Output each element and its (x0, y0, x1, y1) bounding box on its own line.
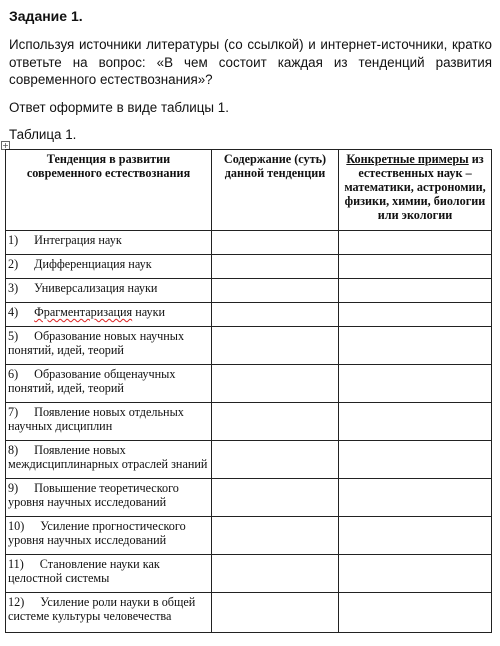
row-number: 11) (8, 557, 24, 571)
table-row (6, 593, 492, 633)
table-row (6, 403, 492, 441)
content-cell[interactable] (212, 403, 339, 441)
trend-text: Дифференциация наук (34, 257, 152, 271)
examples-cell[interactable] (339, 231, 492, 255)
header-examples (339, 150, 492, 231)
content-cell[interactable] (212, 231, 339, 255)
row-number: 10) (8, 519, 25, 533)
table-caption: Таблица 1. (9, 127, 77, 142)
header-trend: Тенденция в развитии современного естествознания (6, 150, 212, 231)
trend-cell (6, 303, 212, 327)
content-cell[interactable] (212, 517, 339, 555)
trend-text: Появление новых отдельных научных дисциплин (8, 405, 184, 433)
examples-cell[interactable] (339, 593, 492, 633)
row-number: 3) (8, 281, 19, 295)
table-row (6, 441, 492, 479)
header-examples-underlined: Конкретные примеры (346, 152, 469, 166)
trend-cell (6, 517, 212, 555)
table-row (6, 517, 492, 555)
header-content: Содержание (суть) данной тенденции (212, 150, 339, 231)
row-number: 6) (8, 367, 19, 381)
table-row (6, 555, 492, 593)
examples-cell[interactable] (339, 555, 492, 593)
row-number: 5) (8, 329, 19, 343)
examples-cell[interactable] (339, 517, 492, 555)
trend-cell (6, 479, 212, 517)
trend-text: Универсализация науки (34, 281, 158, 295)
content-cell[interactable] (212, 303, 339, 327)
answer-format-note: Ответ оформите в виде таблицы 1. (9, 100, 229, 115)
table-header-row (6, 150, 492, 231)
trend-cell (6, 255, 212, 279)
examples-cell[interactable] (339, 255, 492, 279)
content-cell[interactable] (212, 279, 339, 303)
trend-cell (6, 365, 212, 403)
row-number: 9) (8, 481, 19, 495)
trend-cell (6, 231, 212, 255)
row-number: 8) (8, 443, 19, 457)
table-move-handle-icon[interactable]: + (2, 141, 9, 150)
trend-cell (6, 279, 212, 303)
trend-cell (6, 593, 212, 633)
examples-cell[interactable] (339, 327, 492, 365)
trend-text: Интеграция наук (34, 233, 122, 247)
trend-text: Усиление роли науки в общей системе культуры человечества (8, 595, 196, 623)
table-row (6, 255, 492, 279)
trend-text-spellcheck: Фрагментаризация (34, 305, 133, 319)
trends-table (5, 149, 492, 633)
content-cell[interactable] (212, 255, 339, 279)
content-cell[interactable] (212, 479, 339, 517)
trend-cell (6, 403, 212, 441)
trend-text: Появление новых междисциплинарных отраслей знаний (8, 443, 208, 471)
task-title: Задание 1. (9, 8, 83, 24)
table-row (6, 479, 492, 517)
trend-cell (6, 327, 212, 365)
task-question: Используя источники литературы (со ссылкой) и интернет-источники, кратко ответьте на вопрос: «В чем состоит каждая из тенденций развития современного естествознания»? (9, 37, 492, 87)
trend-text: науки (132, 305, 166, 319)
table-row (6, 365, 492, 403)
examples-cell[interactable] (339, 403, 492, 441)
examples-cell[interactable] (339, 303, 492, 327)
table-row (6, 279, 492, 303)
content-cell[interactable] (212, 593, 339, 633)
trend-cell (6, 441, 212, 479)
row-number: 2) (8, 257, 19, 271)
content-cell[interactable] (212, 365, 339, 403)
trend-cell (6, 555, 212, 593)
trend-text: Становление науки как целостной системы (8, 557, 160, 585)
table-row (6, 303, 492, 327)
row-number: 12) (8, 595, 25, 609)
content-cell[interactable] (212, 327, 339, 365)
trend-text: Усиление прогностического уровня научных исследований (8, 519, 186, 547)
table-row (6, 231, 492, 255)
examples-cell[interactable] (339, 365, 492, 403)
trend-text: Образование общенаучных понятий, идей, теорий (8, 367, 176, 395)
row-number: 1) (8, 233, 19, 247)
examples-cell[interactable] (339, 441, 492, 479)
content-cell[interactable] (212, 555, 339, 593)
row-number: 4) (8, 305, 19, 319)
examples-cell[interactable] (339, 479, 492, 517)
content-cell[interactable] (212, 441, 339, 479)
header-examples-rest: из естественных наук – математики, астрономии, физики, химии, биологии или экологии (344, 152, 486, 222)
examples-cell[interactable] (339, 279, 492, 303)
table-row (6, 327, 492, 365)
trend-text: Образование новых научных понятий, идей, теорий (8, 329, 185, 357)
trend-text: Повышение теоретического уровня научных исследований (8, 481, 179, 509)
row-number: 7) (8, 405, 19, 419)
